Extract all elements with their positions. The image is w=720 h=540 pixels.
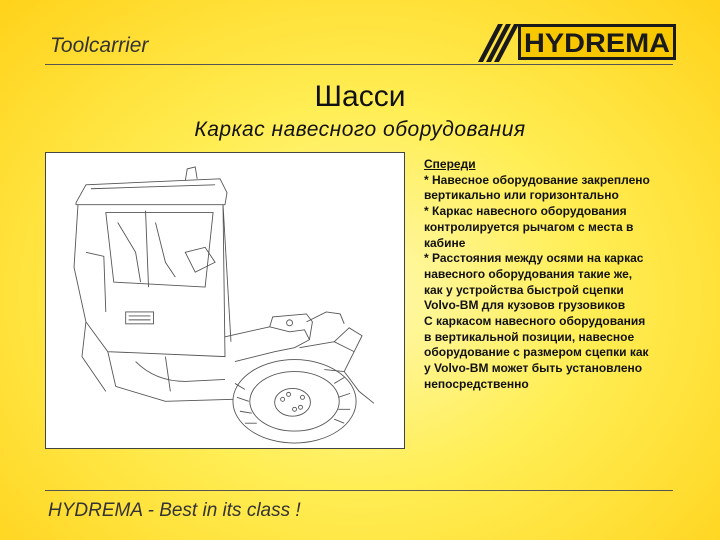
description-heading: Спереди	[424, 157, 476, 171]
cab-roof	[76, 167, 227, 205]
description-line: вертикально или горизонтально	[424, 188, 619, 203]
front-wheel	[233, 360, 356, 443]
description-line: * Расстояния между осями на каркас	[424, 251, 644, 266]
section-label: Toolcarrier	[50, 34, 149, 57]
description-line: как у устройства быстрой сцепки	[424, 282, 624, 297]
footer-divider	[45, 490, 673, 491]
description-line: * Каркас навесного оборудования	[424, 204, 627, 219]
description-line: кабине	[424, 235, 466, 250]
description-line: непосредственно	[424, 376, 529, 391]
description-line: контролируется рычагом с места в	[424, 219, 634, 234]
description-line: оборудование с размером сцепки как	[424, 345, 649, 360]
description-line: навесного оборудования такие же,	[424, 266, 633, 281]
logo-stripes	[478, 24, 519, 62]
logo-brand-text: HYDREMA	[524, 28, 670, 58]
page-subtitle: Каркас навесного оборудования	[194, 118, 526, 141]
description-line: Volvo-BM для кузовов грузовиков	[424, 298, 626, 313]
header-divider	[45, 64, 673, 65]
hydrema-logo	[478, 22, 678, 62]
page-title: Шасси	[314, 80, 406, 113]
description-line: С каркасом навесного оборудования	[424, 314, 646, 329]
description-line: в вертикальной позиции, навесное	[424, 329, 635, 344]
description-line: у Volvo-BM может быть установлено	[424, 361, 643, 376]
description-panel	[424, 157, 696, 393]
chassis-diagram	[45, 152, 405, 449]
description-line: * Навесное оборудование закреплено	[424, 172, 650, 187]
cab-body	[74, 205, 231, 357]
lower-chassis	[82, 322, 233, 401]
footer-tagline: HYDREMA - Best in its class !	[48, 500, 301, 521]
info-plate	[126, 312, 154, 324]
